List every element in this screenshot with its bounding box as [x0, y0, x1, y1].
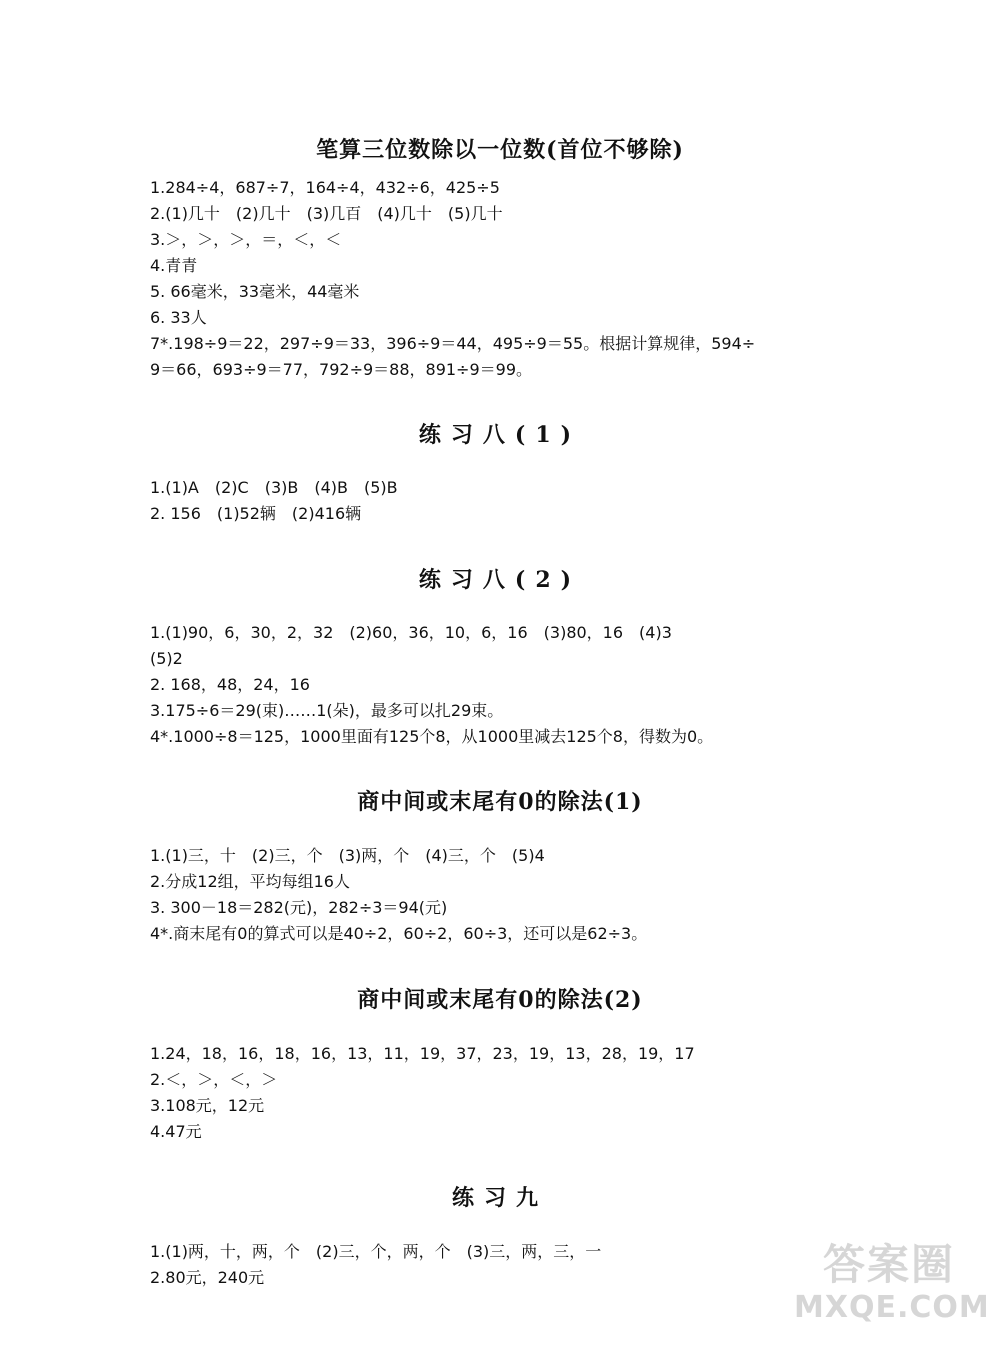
section-title-5: 商中间或末尾有0的除法(2)	[357, 987, 643, 1013]
answer-line: 4.青青	[150, 256, 198, 275]
watermark-cn: 答案圈	[822, 1240, 955, 1289]
watermark-en: MXQE.COM	[794, 1290, 990, 1325]
answer-line: 3.108元，12元	[150, 1096, 265, 1115]
answer-line: 1.284÷4，687÷7，164÷4，432÷6，425÷5	[150, 178, 500, 197]
answer-line: 2.80元，240元	[150, 1268, 265, 1287]
section-title-4: 商中间或末尾有0的除法(1)	[357, 789, 643, 815]
section-title-1: 笔算三位数除以一位数(首位不够除)	[316, 137, 684, 163]
answer-line: 3.＞，＞，＞，＝，＜，＜	[150, 230, 342, 249]
answer-line: 3. 300－18＝282(元)，282÷3＝94(元)	[150, 898, 448, 917]
watermark-logo	[794, 1240, 990, 1332]
answer-line: 2. 156 (1)52辆 (2)416辆	[150, 504, 362, 523]
answer-line: 4*.商末尾有0的算式可以是40÷2，60÷2，60÷3，还可以是62÷3。	[150, 924, 648, 943]
answer-line: 3.175÷6＝29(束)……1(朵)，最多可以扎29束。	[150, 701, 504, 720]
answer-line: 1.(1)A (2)C (3)B (4)B (5)B	[150, 478, 398, 497]
answer-line: 7*.198÷9＝22，297÷9＝33，396÷9＝44，495÷9＝55。根据计算规律，594÷	[150, 334, 756, 353]
answer-line: 4*.1000÷8＝125，1000里面有125个8，从1000里减去125个8，得数为0。	[150, 727, 714, 746]
answer-line: 2.＜，＞，＜，＞	[150, 1070, 278, 1089]
answer-line: 5. 66毫米，33毫米，44毫米	[150, 282, 360, 301]
section-title-2: 练习八(1)	[418, 422, 582, 448]
answer-line: 1.(1)两，十，两，个 (2)三，个，两，个 (3)三，两，三，一	[150, 1242, 602, 1261]
answer-line: 2. 168，48，24，16	[150, 675, 310, 694]
answer-line: 2.(1)几十 (2)几十 (3)几百 (4)几十 (5)几十	[150, 204, 503, 223]
answer-line: 6. 33人	[150, 308, 207, 327]
answer-line: 1.(1)三，十 (2)三，个 (3)两，个 (4)三，个 (5)4	[150, 846, 545, 865]
answer-line: (5)2	[150, 649, 183, 668]
section-title-3: 练习八(2)	[418, 567, 582, 593]
section-title-6: 练习九	[451, 1185, 548, 1211]
answer-line: 4.47元	[150, 1122, 202, 1141]
answer-line: 2.分成12组，平均每组16人	[150, 872, 350, 891]
answer-line: 1.(1)90，6，30，2，32 (2)60，36，10，6，16 (3)80，16 (4)3	[150, 623, 672, 642]
answer-line: 1.24，18，16，18，16，13，11，19，37，23，19，13，28，19，17	[150, 1044, 695, 1063]
answer-line: 9＝66，693÷9＝77，792÷9＝88，891÷9＝99。	[150, 360, 532, 379]
